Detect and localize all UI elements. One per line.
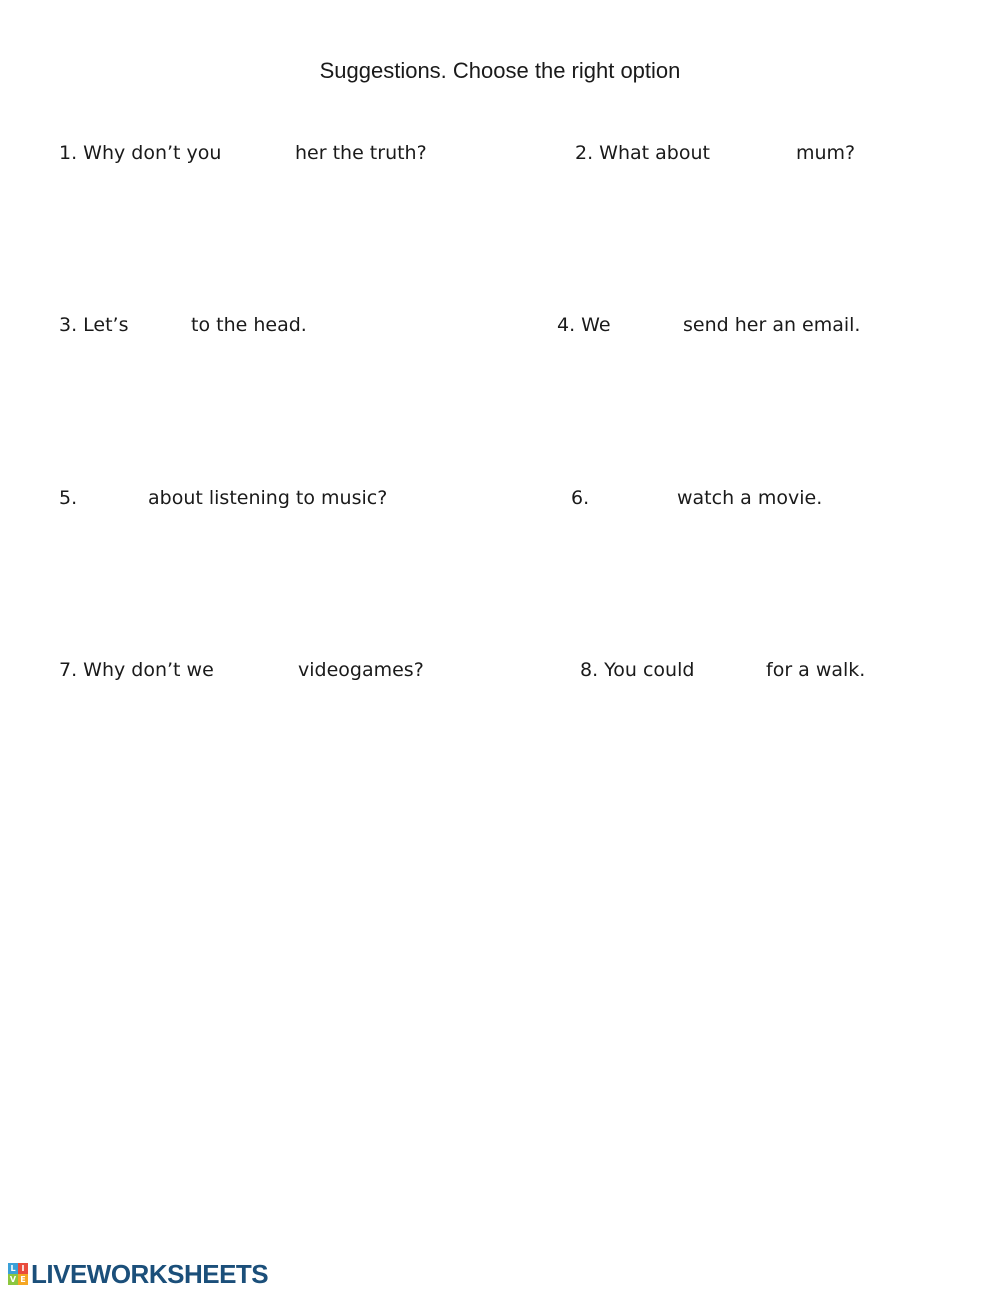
item-5-prompt-end: about listening to music? — [148, 487, 388, 509]
item-2-prompt-end: mum? — [796, 142, 856, 164]
item-3-prompt-start: 3. Let’s — [59, 314, 129, 336]
item-3-answer-blank[interactable] — [128, 313, 188, 337]
item-2-answer-blank[interactable] — [712, 141, 792, 165]
item-4-prompt-end: send her an email. — [683, 314, 861, 336]
logo-mark-letter-l: L — [8, 1263, 18, 1274]
liveworksheets-logo-text: LIVEWORKSHEETS — [31, 1259, 269, 1289]
item-7-answer-blank[interactable] — [215, 658, 295, 682]
liveworksheets-logo[interactable] — [8, 1260, 268, 1288]
liveworksheets-logo-icon — [8, 1263, 28, 1285]
item-3-prompt-end: to the head. — [191, 314, 307, 336]
item-8-prompt-end: for a walk. — [766, 659, 866, 681]
item-2-prompt-start: 2. What about — [575, 142, 710, 164]
item-4-answer-blank[interactable] — [614, 313, 680, 337]
logo-mark-letter-e: E — [18, 1274, 28, 1285]
item-4-prompt-start: 4. We — [557, 314, 611, 336]
worksheet-title: Suggestions. Choose the right option — [319, 58, 681, 83]
item-8-prompt-start: 8. You could — [580, 659, 695, 681]
item-6-answer-blank[interactable] — [592, 486, 672, 510]
item-5-prompt-start: 5. — [59, 487, 78, 509]
item-1-prompt-start: 1. Why don’t you — [59, 142, 222, 164]
item-8-answer-blank[interactable] — [698, 658, 762, 682]
item-1-prompt-end: her the truth? — [295, 142, 427, 164]
item-6-prompt-start: 6. — [571, 487, 590, 509]
logo-mark-letter-v: V — [9, 1275, 17, 1284]
item-1-answer-blank[interactable] — [222, 141, 292, 165]
item-7-prompt-start: 7. Why don’t we — [59, 659, 214, 681]
item-6-prompt-end: watch a movie. — [677, 487, 823, 509]
item-5-answer-blank[interactable] — [80, 486, 144, 510]
logo-mark-letter-i: I — [18, 1263, 28, 1274]
item-7-prompt-end: videogames? — [298, 659, 424, 681]
